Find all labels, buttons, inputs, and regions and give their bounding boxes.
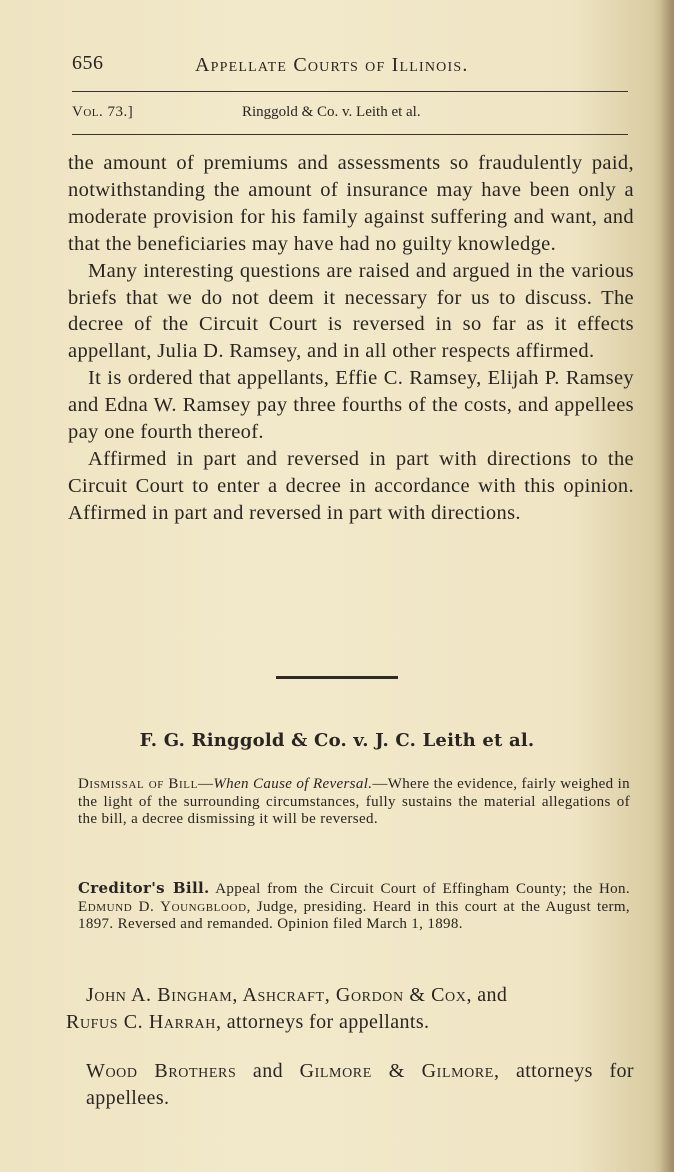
opinion-paragraph: the amount of premiums and assessments so fraudulently paid, notwithstanding the amount of insurance may have been only a moderate provision for his family against suffering and want, and that the beneficiaries may have had no guilty knowledge.	[68, 152, 634, 255]
headnote-subtopic: When Cause of Reversal.	[213, 776, 373, 792]
proc-label: Creditor's Bill.	[78, 879, 210, 897]
appellee-attorneys: Wood Brothers	[86, 1060, 237, 1082]
journal-title: Appellate Courts of Illinois.	[195, 54, 469, 76]
case-title: F. G. Ringgold & Co. v. J. C. Leith et al.	[139, 730, 535, 751]
volume-label: Vol. 73.]	[72, 104, 134, 120]
headnote-text: Where the evidence, fairly weighed in the light of the surrounding circumstances, fully sustains the material allegations of the bill, a decree dismissing it will be reversed.	[78, 776, 630, 828]
page-number: 656	[72, 52, 104, 74]
page-edge-shadow	[660, 0, 674, 1172]
appellee-role: , attorneys for appellees.	[86, 1060, 634, 1109]
proc-text-1: Appeal from the Circuit Court of Effingham County; the Hon.	[215, 881, 630, 897]
appellant-role: , attorneys for appellants.	[215, 1011, 430, 1033]
opinion-paragraph: Affirmed in part and reversed in part with directions to the Circuit Court to enter a decree in accordance with this opinion. Affirmed in part and reversed in part with directions.	[68, 447, 634, 524]
judge-name: Edmund D. Youngblood	[78, 898, 247, 915]
case-short-title: Ringgold & Co. v. Leith et al.	[242, 104, 421, 120]
appellee-attorneys-2: Gilmore & Gilmore	[299, 1060, 494, 1082]
appellant-attorneys: John A. Bingham, Ashcraft, Gordon & Cox	[86, 984, 467, 1006]
headnote-topic: Dismissal of Bill	[78, 776, 198, 792]
proc-text-2: , Judge, presiding. Heard in this court at the August term, 1897. Reversed and remanded. Opinion filed March 1, 1898.	[78, 898, 631, 933]
attorneys-block	[66, 982, 634, 1134]
section-divider	[276, 676, 398, 679]
header-rule-top	[72, 91, 628, 92]
header-rule-bottom	[72, 134, 628, 135]
appellant-conj: , and	[466, 984, 508, 1006]
opinion-text	[68, 150, 634, 527]
headnote-dash: —	[197, 776, 214, 792]
opinion-paragraph: Many interesting questions are raised and argued in the various briefs that we do not deem it necessary for us to discuss. The decree of the Circuit Court is reversed in so far as it effects appellant, Julia D. Ramsey, and in all other respects affirmed.	[68, 259, 634, 363]
opinion-paragraph: It is ordered that appellants, Effie C. Ramsey, Elijah P. Ramsey and Edna W. Ramsey pay three fourths of the costs, and appellees pay one fourth thereof.	[68, 367, 634, 444]
appellant-attorneys-2: Rufus C. Harrah	[66, 1011, 216, 1033]
headnote	[78, 776, 630, 829]
running-head	[72, 50, 632, 84]
procedural-history	[78, 880, 630, 934]
case-running-head	[72, 104, 632, 128]
headnote-dash: —	[372, 776, 388, 792]
appellee-conj: and	[236, 1060, 300, 1082]
